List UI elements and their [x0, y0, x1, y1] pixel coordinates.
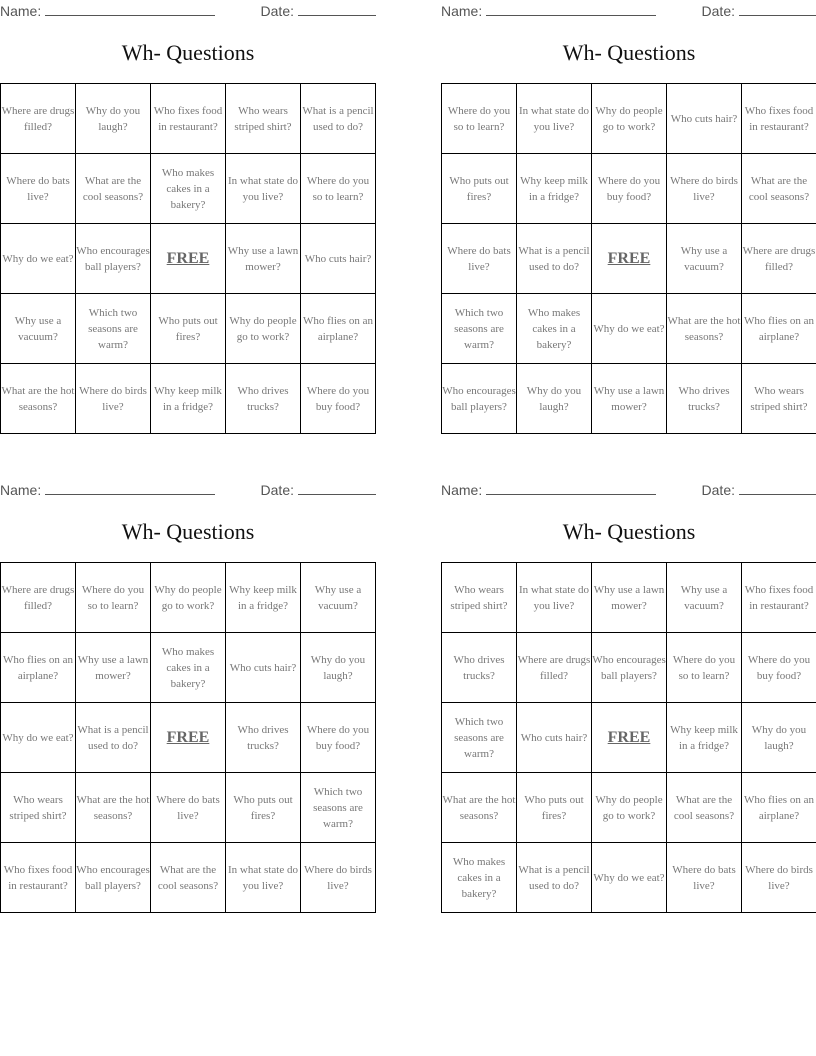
card-title: Wh- Questions — [562, 40, 696, 65]
question-cell[interactable]: What are the cool seasons? — [151, 843, 226, 913]
question-cell[interactable]: What are the hot seasons? — [667, 294, 742, 364]
grid-row — [1, 224, 376, 294]
question-cell[interactable]: Where do you buy food? — [742, 633, 816, 703]
question-cell[interactable]: Why do we eat? — [592, 294, 667, 364]
name-label: Name: — [441, 482, 483, 498]
question-cell[interactable]: Who encourages ball players? — [76, 843, 151, 913]
question-cell[interactable]: What are the cool seasons? — [76, 154, 151, 224]
question-cell[interactable]: Which two seasons are warm? — [76, 294, 151, 364]
question-cell[interactable]: Who cuts hair? — [667, 84, 742, 154]
question-cell[interactable]: Why do people go to work? — [592, 84, 667, 154]
grid-row — [1, 703, 376, 773]
date-label: Date: — [701, 482, 735, 498]
bingo-grid — [0, 562, 376, 913]
date-blank-line[interactable] — [298, 481, 376, 495]
question-cell[interactable]: Why keep milk in a fridge? — [151, 364, 226, 434]
question-cell[interactable]: Where do birds live? — [301, 843, 376, 913]
grid-row — [1, 294, 376, 364]
name-date-header — [441, 0, 816, 20]
grid-row — [1, 364, 376, 434]
question-cell[interactable]: Who drives trucks? — [442, 633, 517, 703]
question-cell[interactable]: Why use a lawn mower? — [76, 633, 151, 703]
question-cell[interactable]: Why do people go to work? — [226, 294, 301, 364]
name-date-header — [0, 0, 376, 20]
question-cell[interactable]: Why do you laugh? — [742, 703, 816, 773]
question-cell[interactable]: Why use a lawn mower? — [592, 563, 667, 633]
question-cell[interactable]: Why use a vacuum? — [667, 224, 742, 294]
grid-row — [442, 703, 816, 773]
question-cell[interactable]: Which two seasons are warm? — [301, 773, 376, 843]
question-cell[interactable]: Where do you so to learn? — [442, 84, 517, 154]
question-cell[interactable]: Why use a lawn mower? — [592, 364, 667, 434]
grid-row — [1, 154, 376, 224]
question-cell[interactable]: Where do birds live? — [667, 154, 742, 224]
name-field[interactable] — [441, 481, 656, 498]
question-cell[interactable]: What are the cool seasons? — [742, 154, 816, 224]
question-cell[interactable]: Where do you so to learn? — [301, 154, 376, 224]
question-cell[interactable]: Where are drugs filled? — [1, 84, 76, 154]
question-cell[interactable]: What is a pencil used to do? — [76, 703, 151, 773]
question-cell[interactable]: Who encourages ball players? — [76, 224, 151, 294]
question-cell[interactable]: Why use a vacuum? — [667, 563, 742, 633]
bingo-grid — [441, 562, 816, 913]
name-blank-line[interactable] — [45, 481, 215, 495]
question-cell[interactable]: Who wears striped shirt? — [742, 364, 816, 434]
question-cell[interactable]: Why do people go to work? — [151, 563, 226, 633]
question-cell[interactable]: Who flies on an airplane? — [742, 294, 816, 364]
question-cell[interactable]: Why do we eat? — [1, 703, 76, 773]
name-field[interactable] — [0, 2, 215, 19]
date-field[interactable] — [261, 2, 376, 19]
question-cell[interactable]: Who flies on an airplane? — [301, 294, 376, 364]
question-cell[interactable]: Who cuts hair? — [517, 703, 592, 773]
date-label: Date: — [260, 3, 294, 19]
question-cell[interactable]: Why do you laugh? — [301, 633, 376, 703]
question-cell[interactable]: Who puts out fires? — [151, 294, 226, 364]
question-cell[interactable]: Who makes cakes in a bakery? — [151, 154, 226, 224]
date-blank-line[interactable] — [739, 481, 816, 495]
question-cell[interactable]: Who cuts hair? — [301, 224, 376, 294]
date-blank-line[interactable] — [739, 2, 816, 16]
grid-row — [442, 563, 816, 633]
name-field[interactable] — [0, 481, 215, 498]
question-cell[interactable]: What is a pencil used to do? — [301, 84, 376, 154]
question-cell[interactable]: Where do you buy food? — [592, 154, 667, 224]
question-cell[interactable]: Where do birds live? — [76, 364, 151, 434]
question-cell[interactable]: Where do you so to learn? — [76, 563, 151, 633]
question-cell[interactable]: Where do bats live? — [1, 154, 76, 224]
question-cell[interactable]: Where do birds live? — [742, 843, 816, 913]
question-cell[interactable]: Why use a lawn mower? — [226, 224, 301, 294]
question-cell[interactable]: Why keep milk in a fridge? — [667, 703, 742, 773]
name-label: Name: — [0, 3, 42, 19]
question-cell[interactable]: Who fixes food in restaurant? — [742, 563, 816, 633]
grid-row — [1, 633, 376, 703]
question-cell[interactable]: Where do you so to learn? — [667, 633, 742, 703]
question-cell[interactable]: In what state do you live? — [517, 84, 592, 154]
question-cell[interactable]: Where do you buy food? — [301, 364, 376, 434]
free-space-cell[interactable]: FREE — [151, 224, 226, 294]
question-cell[interactable]: What is a pencil used to do? — [517, 224, 592, 294]
name-blank-line[interactable] — [486, 2, 656, 16]
question-cell[interactable]: Who drives trucks? — [226, 364, 301, 434]
card-title: Wh- Questions — [121, 519, 255, 544]
date-field[interactable] — [261, 481, 376, 498]
question-cell[interactable]: Who puts out fires? — [226, 773, 301, 843]
free-space-cell[interactable]: FREE — [592, 703, 667, 773]
question-cell[interactable]: Who flies on an airplane? — [742, 773, 816, 843]
date-blank-line[interactable] — [298, 2, 376, 16]
question-cell[interactable]: Who wears striped shirt? — [442, 563, 517, 633]
grid-row — [442, 224, 816, 294]
question-cell[interactable]: Who fixes food in restaurant? — [742, 84, 816, 154]
question-cell[interactable]: What are the cool seasons? — [667, 773, 742, 843]
date-field[interactable] — [702, 481, 816, 498]
question-cell[interactable]: Who puts out fires? — [442, 154, 517, 224]
question-cell[interactable]: Which two seasons are warm? — [442, 294, 517, 364]
grid-row — [1, 84, 376, 154]
question-cell[interactable]: Who encourages ball players? — [592, 633, 667, 703]
grid-row — [442, 843, 816, 913]
question-cell[interactable]: Why use a vacuum? — [1, 294, 76, 364]
date-field[interactable] — [702, 2, 816, 19]
free-space-cell[interactable]: FREE — [592, 224, 667, 294]
question-cell[interactable]: Which two seasons are warm? — [442, 703, 517, 773]
date-label: Date: — [701, 3, 735, 19]
grid-row — [442, 294, 816, 364]
bingo-grid — [441, 83, 816, 434]
grid-row — [1, 563, 376, 633]
grid-row — [442, 773, 816, 843]
free-space-cell[interactable]: FREE — [151, 703, 226, 773]
question-cell[interactable]: What is a pencil used to do? — [517, 843, 592, 913]
question-cell[interactable]: Why keep milk in a fridge? — [226, 563, 301, 633]
question-cell[interactable]: In what state do you live? — [226, 843, 301, 913]
question-cell[interactable]: Where are drugs filled? — [1, 563, 76, 633]
question-cell[interactable]: Who encourages ball players? — [442, 364, 517, 434]
question-cell[interactable]: Who flies on an airplane? — [1, 633, 76, 703]
card-title: Wh- Questions — [562, 519, 696, 544]
question-cell[interactable]: Who fixes food in restaurant? — [1, 843, 76, 913]
question-cell[interactable]: Who drives trucks? — [667, 364, 742, 434]
question-cell[interactable]: Who fixes food in restaurant? — [151, 84, 226, 154]
question-cell[interactable]: Who drives trucks? — [226, 703, 301, 773]
question-cell[interactable]: What are the hot seasons? — [1, 364, 76, 434]
card-title: Wh- Questions — [121, 40, 255, 65]
question-cell[interactable]: Who puts out fires? — [517, 773, 592, 843]
question-cell[interactable]: Who makes cakes in a bakery? — [151, 633, 226, 703]
name-field[interactable] — [441, 2, 656, 19]
question-cell[interactable]: What are the hot seasons? — [442, 773, 517, 843]
name-label: Name: — [441, 3, 483, 19]
question-cell[interactable]: Why do you laugh? — [517, 364, 592, 434]
grid-row — [1, 773, 376, 843]
question-cell[interactable]: What are the hot seasons? — [76, 773, 151, 843]
question-cell[interactable]: Where do bats live? — [667, 843, 742, 913]
question-cell[interactable]: Where are drugs filled? — [517, 633, 592, 703]
question-cell[interactable]: Who wears striped shirt? — [1, 773, 76, 843]
bingo-grid — [0, 83, 376, 434]
question-cell[interactable]: Who makes cakes in a bakery? — [517, 294, 592, 364]
grid-row — [442, 364, 816, 434]
grid-row — [1, 843, 376, 913]
grid-row — [442, 633, 816, 703]
question-cell[interactable]: Who cuts hair? — [226, 633, 301, 703]
question-cell[interactable]: Who makes cakes in a bakery? — [442, 843, 517, 913]
question-cell[interactable]: Why do we eat? — [1, 224, 76, 294]
question-cell[interactable]: Who wears striped shirt? — [226, 84, 301, 154]
date-label: Date: — [260, 482, 294, 498]
question-cell[interactable]: Where do bats live? — [442, 224, 517, 294]
grid-row — [442, 154, 816, 224]
question-cell[interactable]: Why use a vacuum? — [301, 563, 376, 633]
question-cell[interactable]: Why do you laugh? — [76, 84, 151, 154]
name-label: Name: — [0, 482, 42, 498]
question-cell[interactable]: In what state do you live? — [517, 563, 592, 633]
question-cell[interactable]: Why keep milk in a fridge? — [517, 154, 592, 224]
name-blank-line[interactable] — [486, 481, 656, 495]
name-date-header — [0, 479, 376, 499]
question-cell[interactable]: Why do we eat? — [592, 843, 667, 913]
name-blank-line[interactable] — [45, 2, 215, 16]
question-cell[interactable]: Where are drugs filled? — [742, 224, 816, 294]
name-date-header — [441, 479, 816, 499]
question-cell[interactable]: Why do people go to work? — [592, 773, 667, 843]
question-cell[interactable]: In what state do you live? — [226, 154, 301, 224]
question-cell[interactable]: Where do bats live? — [151, 773, 226, 843]
grid-row — [442, 84, 816, 154]
question-cell[interactable]: Where do you buy food? — [301, 703, 376, 773]
